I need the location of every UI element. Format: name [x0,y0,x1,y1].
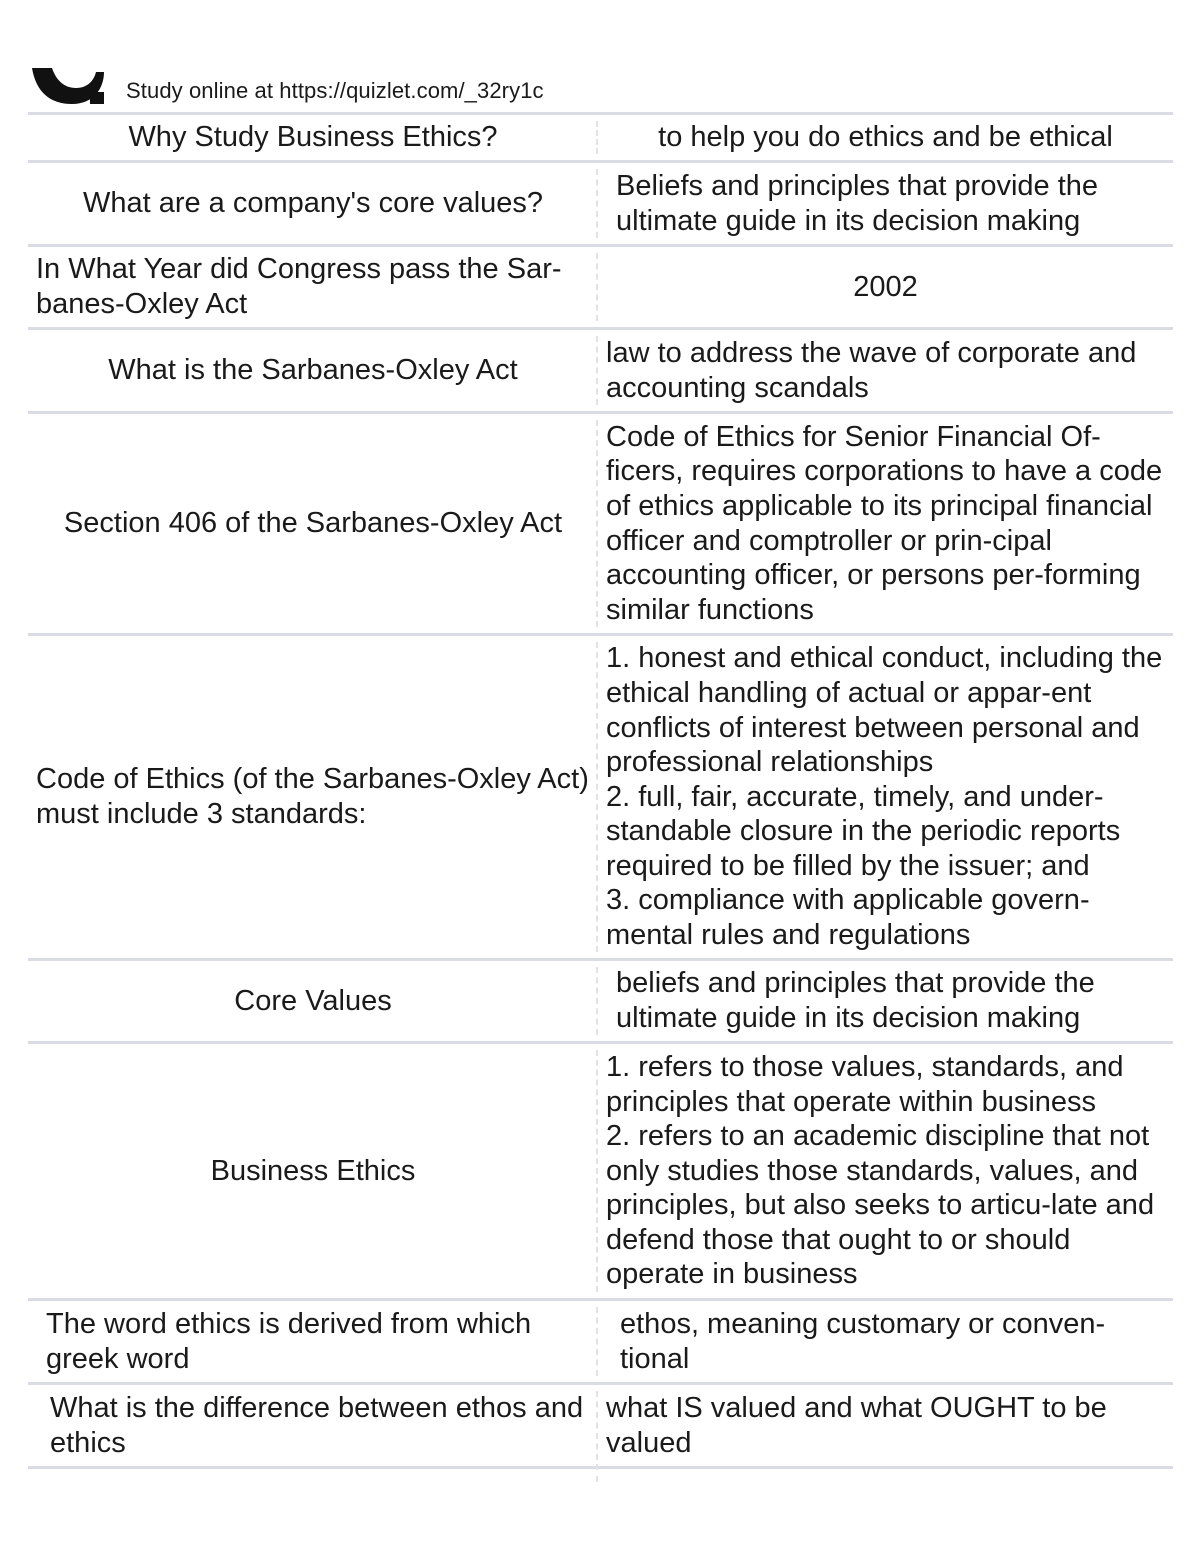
definition-line: 2. refers to an academic discipline that not only studies those standards, values, and principles, but also seeks to articu-late and defend those that ought to or should operate in business [606,1120,1155,1291]
table-row [28,163,1173,247]
table-row [28,636,1173,961]
definition-cell: ethos, meaning customary or conven-tional [620,1307,1106,1375]
term-cell: What is the Sarbanes-Oxley Act [108,354,518,387]
term-cell: What are a company's core values? [82,187,544,220]
definition-cell: law to address the wave of corporate and accounting scandals [606,336,1137,404]
table-row [28,961,1173,1044]
table-row [28,330,1173,414]
definition-cell: what IS valued and what OUGHT to be valued [606,1391,1107,1459]
term-cell: The word ethics is derived from which greek word [46,1307,532,1375]
term-cell: Core Values [234,984,392,1017]
definition-cell [598,1044,1173,1298]
flashcard-table [28,112,1173,1469]
quizlet-logo-icon [30,66,106,106]
table-row [28,1385,1173,1469]
study-online-link[interactable] [126,78,544,104]
definition-cell [598,636,1173,958]
definition-cell: to help you do ethics and be ethical [658,121,1113,154]
column-divider-end [596,1464,598,1482]
table-row [28,414,1173,636]
study-online-url[interactable]: https://quizlet.com/_32ry1c [279,78,544,103]
term-cell: In What Year did Congress pass the Sar-banes-Oxley Act [36,253,562,320]
table-row [28,1044,1173,1301]
definition-line: 1. refers to those values, standards, and principles that operate within business [606,1050,1124,1118]
table-row [28,112,1173,163]
term-cell: What is the difference between ethos and ethics [50,1391,584,1459]
table-row [28,247,1173,330]
term-cell: Section 406 of the Sarbanes-Oxley Act [63,507,563,540]
study-online-prefix: Study online at [126,78,280,103]
table-row [28,1301,1173,1385]
definition-cell: beliefs and principles that provide the ultimate guide in its decision making [616,967,1095,1034]
definition-line: 2. full, fair, accurate, timely, and under-standable closure in the periodic reports required to be filled by the issuer; and [606,780,1121,882]
definition-line: 1. honest and ethical conduct, including the ethical handling of actual or appar-ent conflicts of interest between personal and professional relationships [606,642,1163,779]
definition-cell: Beliefs and principles that provide the ultimate guide in its decision making [616,169,1099,237]
definition-cell: 2002 [853,270,918,303]
term-cell: Why Study Business Ethics? [128,121,498,154]
page-header [30,66,1172,106]
term-cell: Code of Ethics (of the Sarbanes-Oxley Act) must include 3 standards: [36,763,589,830]
term-cell: Business Ethics [210,1154,416,1187]
definition-cell: Code of Ethics for Senior Financial Of-ficers, requires corporations to have a code of ethics applicable to its principal financial officer and comptroller or prin-cipal accounting officer, or persons per-forming similar functions [606,420,1163,626]
definition-line: 3. compliance with applicable govern-mental rules and regulations [606,884,1090,952]
